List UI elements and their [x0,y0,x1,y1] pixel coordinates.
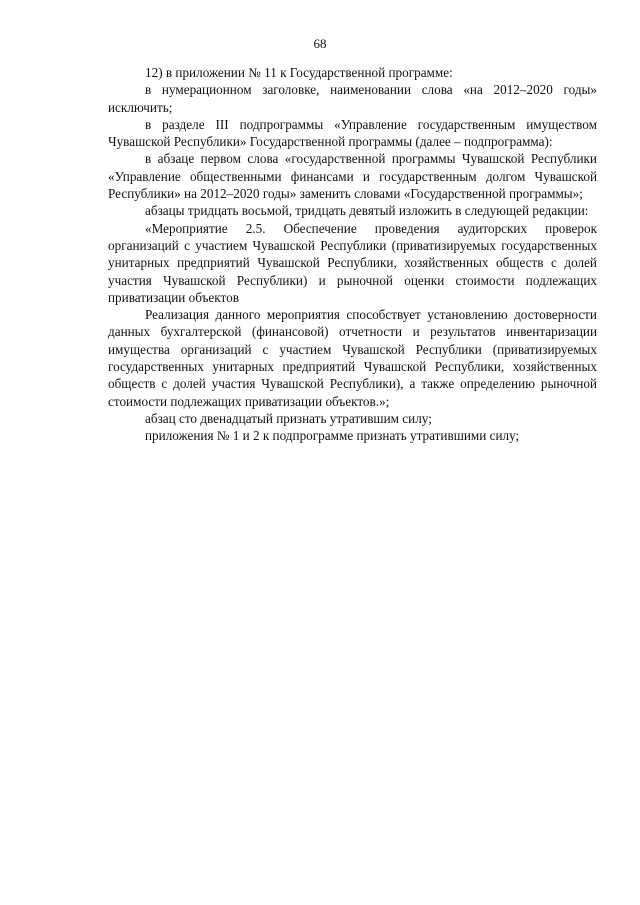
paragraph-section-iii: в разделе III подпрограммы «Управление государственным имуществом Чувашской Республики» Государственной программы (далее – подпрограмма): [108,116,597,150]
paragraph-item-12: 12) в приложении № 11 к Государственной программе: [145,65,453,80]
paragraph-abzac-112: абзац сто двенадцатый признать утратившим силу; [145,410,432,426]
document-body [108,64,597,445]
paragraph-measure-2-5: «Мероприятие 2.5. Обеспечение проведения аудиторских проверок организаций с участием Чувашской Республики (приватизируемых государственных унитарных предприятий Чувашской Республики, хозяйственных обществ с долей участия Чувашской Республики) и рыночной оценки стоимости подлежащих приватизации объектов [108,220,597,305]
paragraph-abzacs-38-39: абзацы тридцать восьмой, тридцать девятый изложить в следующей редакции: [145,203,589,219]
paragraph-implementation: Реализация данного мероприятия способствует установлению достоверности данных бухгалтерской (финансовой) отчетности и результатов инвентаризации имущества организаций с участием Чувашской Республики (приватизируемых государственных унитарных предприятий Чувашской Республики, хозяйственных обществ с долей участия Чувашской Республики), а также определению рыночной стоимости подлежащих приватизации объектов.»; [108,307,597,409]
page-number: 68 [313,36,327,51]
paragraph-first-abzac: в абзаце первом слова «государственной программы Чувашской Республики «Управление общественными финансами и государственным долгом Чувашской Республики» на 2012–2020 годы» заменить словами «Государственной программы»; [108,151,597,202]
paragraph-appendices: приложения № 1 и 2 к подпрограмме признать утратившими силу; [145,428,520,444]
paragraph-numbering-title: в нумерационном заголовке, наименовании слова «на 2012–2020 годы» исключить; [108,82,597,115]
